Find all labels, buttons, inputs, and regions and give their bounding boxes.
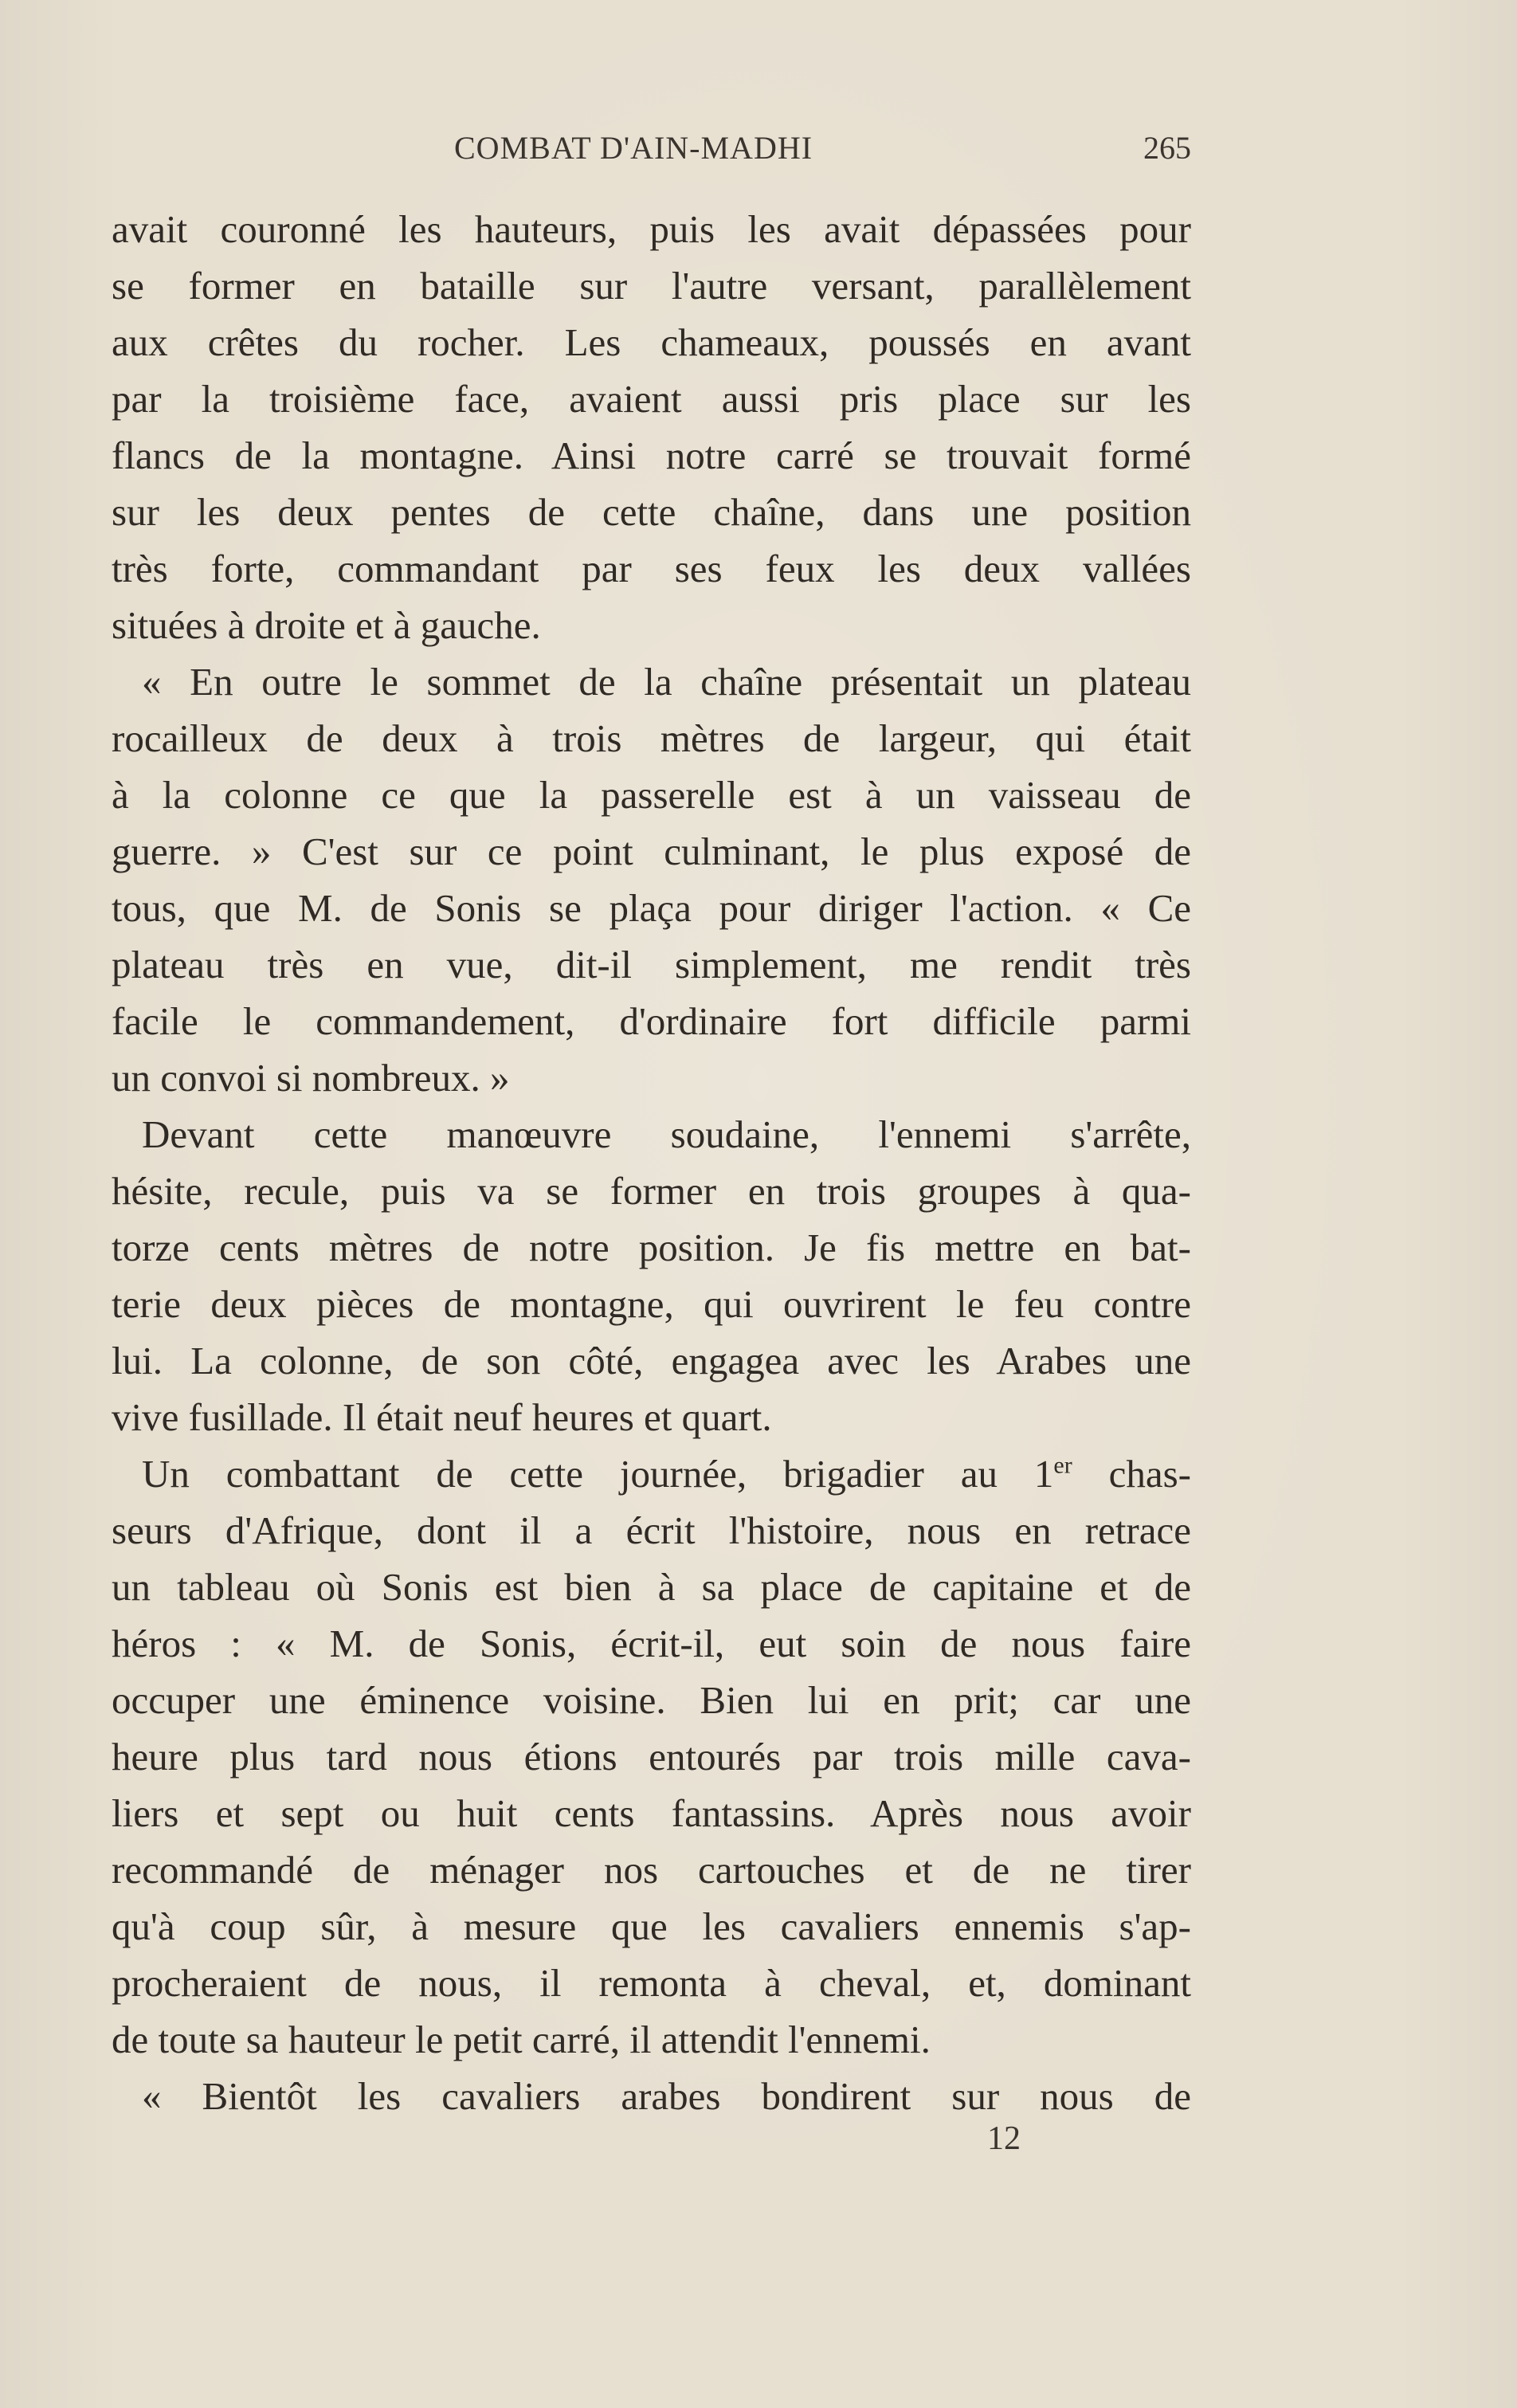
text-line: héros : « M. de Sonis, écrit-il, eut soin de nous faire bbox=[112, 1622, 1191, 1665]
body-text bbox=[112, 201, 1191, 2124]
text-line: Devant cette manœuvre soudaine, l'ennemi s'arrête, bbox=[142, 1112, 1191, 1156]
text-line: par la troisième face, avaient aussi pris place sur les bbox=[112, 377, 1191, 421]
text-line: de toute sa hauteur le petit carré, il attendit l'ennemi. bbox=[112, 2018, 931, 2061]
text-line: liers et sept ou huit cents fantassins. Après nous avoir bbox=[112, 1791, 1191, 1835]
text-segment: chas- bbox=[1072, 1452, 1191, 1496]
text-line: lui. La colonne, de son côté, engagea avec les Arabes une bbox=[112, 1339, 1191, 1382]
running-title: COMBAT D'AIN-MADHI bbox=[454, 130, 813, 166]
text-segment: Un combattant de cette journée, brigadier au 1 bbox=[142, 1452, 1054, 1496]
signature-mark: 12 bbox=[987, 2120, 1021, 2157]
text-line: hésite, recule, puis va se former en trois groupes à qua- bbox=[112, 1169, 1191, 1213]
text-line: se former en bataille sur l'autre versant, parallèlement bbox=[112, 264, 1191, 308]
page-header bbox=[112, 129, 1191, 177]
text-line: « En outre le sommet de la chaîne présentait un plateau bbox=[142, 660, 1191, 704]
text-line: situées à droite et à gauche. bbox=[112, 603, 541, 647]
text-line: à la colonne ce que la passerelle est à un vaisseau de bbox=[112, 773, 1191, 817]
text-line: avait couronné les hauteurs, puis les avait dépassées pour bbox=[112, 207, 1191, 251]
text-line: un tableau où Sonis est bien à sa place de capitaine et de bbox=[112, 1565, 1191, 1609]
text-line: procheraient de nous, il remonta à cheval, et, dominant bbox=[112, 1961, 1191, 2005]
text-line: recommandé de ménager nos cartouches et de ne tirer bbox=[112, 1848, 1191, 1892]
text-line: vive fusillade. Il était neuf heures et quart. bbox=[112, 1395, 772, 1439]
text-line: aux crêtes du rocher. Les chameaux, poussés en avant bbox=[112, 320, 1191, 364]
text-line: un convoi si nombreux. » bbox=[112, 1056, 510, 1100]
text-line: sur les deux pentes de cette chaîne, dans une position bbox=[112, 490, 1191, 534]
text-line: heure plus tard nous étions entourés par trois mille cava- bbox=[112, 1735, 1191, 1779]
text-line: torze cents mètres de notre position. Je fis mettre en bat- bbox=[112, 1226, 1191, 1269]
text-line: « Bientôt les cavaliers arabes bondirent sur nous de bbox=[142, 2074, 1191, 2118]
text-line: qu'à coup sûr, à mesure que les cavaliers ennemis s'ap- bbox=[112, 1904, 1191, 1948]
text-line: plateau très en vue, dit-il simplement, me rendit très bbox=[112, 943, 1191, 986]
text-line: tous, que M. de Sonis se plaça pour diriger l'action. « Ce bbox=[112, 886, 1191, 930]
text-line: terie deux pièces de montagne, qui ouvrirent le feu contre bbox=[112, 1282, 1191, 1326]
text-line: guerre. » C'est sur ce point culminant, le plus exposé de bbox=[112, 829, 1191, 873]
superscript: er bbox=[1053, 1452, 1072, 1479]
text-line: très forte, commandant par ses feux les deux vallées bbox=[112, 547, 1191, 590]
text-line-with-superscript bbox=[112, 1445, 1191, 1502]
text-line: rocailleux de deux à trois mètres de largeur, qui était bbox=[112, 716, 1191, 760]
text-line: seurs d'Afrique, dont il a écrit l'histoire, nous en retrace bbox=[112, 1508, 1191, 1552]
text-line: facile le commandement, d'ordinaire fort difficile parmi bbox=[112, 999, 1191, 1043]
page-number: 265 bbox=[1143, 130, 1191, 166]
text-line: flancs de la montagne. Ainsi notre carré se trouvait formé bbox=[112, 433, 1191, 477]
text-line: occuper une éminence voisine. Bien lui en prit; car une bbox=[112, 1678, 1191, 1722]
